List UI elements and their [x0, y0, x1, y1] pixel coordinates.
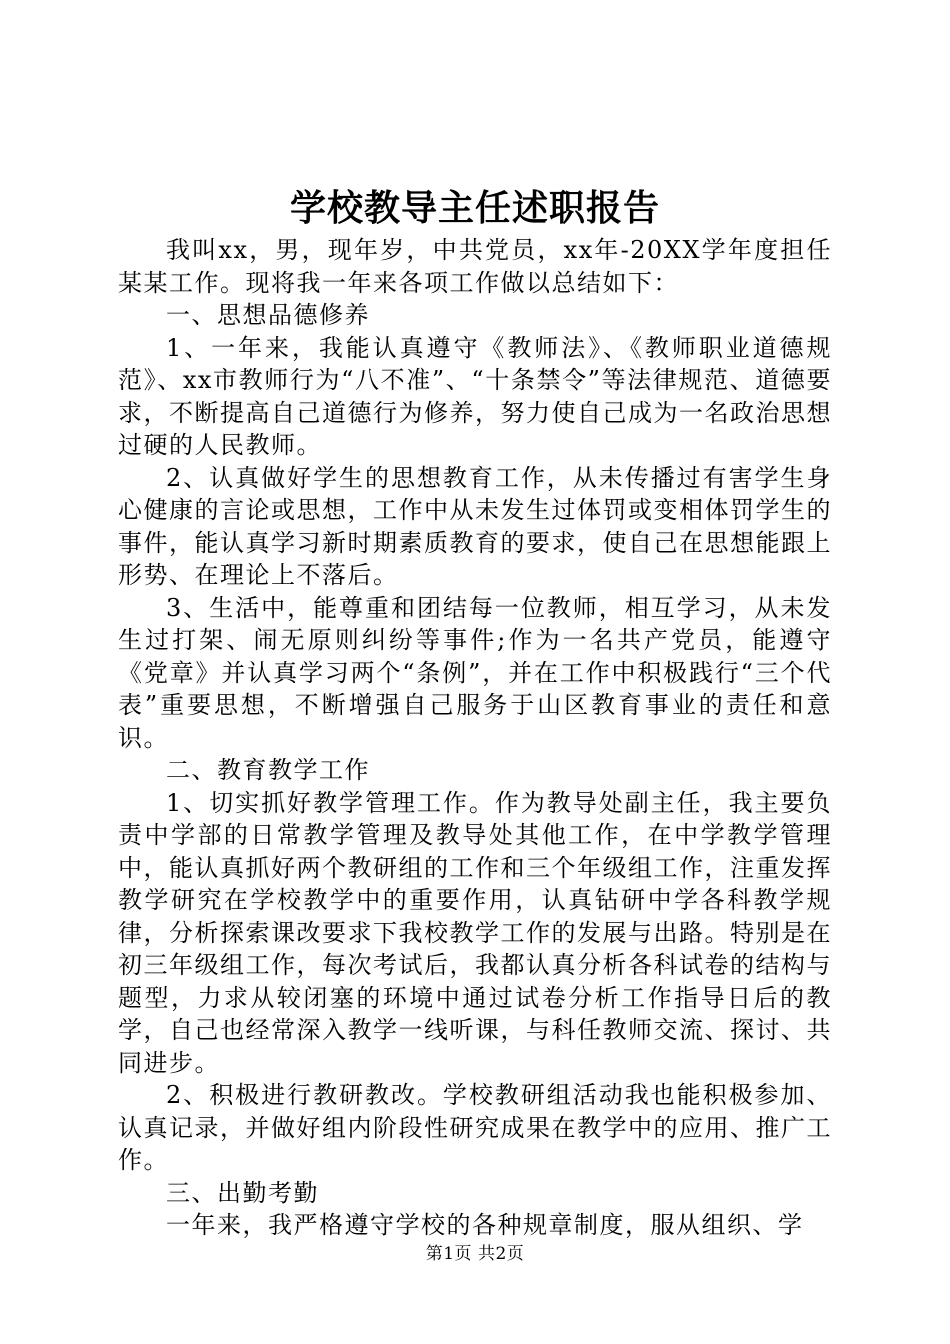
document-title: 学校教导主任述职报告 — [289, 187, 660, 229]
section-heading-2: 二、教育教学工作 — [166, 756, 370, 784]
section-heading-3: 三、出勤考勤 — [166, 1178, 319, 1207]
section3-paragraph-1: 一年来，我严格遵守学校的各种规章制度，服从组织、学 — [166, 1211, 804, 1239]
page-footer: 第1页 共2页 — [425, 1244, 525, 1264]
section1-paragraph-2: 2、认真做好学生的思想教育工作，从未传播过有害学生身心健康的言论或思想，工作中从未发生过体罚或变相体罚学生的事件，能认真学习新时期素质教育的要求，使自己在思想能跟上形势、在理论上不落后。 — [118, 463, 832, 589]
document-body — [118, 234, 832, 1242]
section1-paragraph-1: 1、一年来，我能认真遵守《教师法》、《教师职业道德规范》、xx市教师行为“八不准”、“十条禁令”等法律规范、道德要求，不断提高自己道德行为修养，努力使自己成为一名政治思想过硬的人民教师。 — [118, 333, 832, 459]
intro-paragraph: 我叫xx，男，现年岁，中共党员，xx年-20XX学年度担任某某工作。现将我一年来各项工作做以总结如下： — [118, 236, 832, 297]
section1-paragraph-3: 3、生活中，能尊重和团结每一位教师，相互学习，从未发生过打架、闹无原则纠纷等事件;作为一名共产党员，能遵守《党章》并认真学习两个“条例”，并在工作中积极践行“三个代表”重要思想，不断增强自己服务于山区教育事业的责任和意识。 — [118, 593, 832, 752]
section2-paragraph-2: 2、积极进行教研教改。学校教研组活动我也能积极参加、认真记录，并做好组内阶段性研究成果在教学中的应用、推广工作。 — [118, 1081, 832, 1174]
section2-paragraph-1: 1、切实抓好教学管理工作。作为教导处副主任，我主要负责中学部的日常教学管理及教导处其他工作，在中学教学管理中，能认真抓好两个教研组的工作和三个年级组工作，注重发挥教学研究在学校教学中的重要作用，认真钻研中学各科教学规律，分析探索课改要求下我校教学工作的发展与出路。特别是在初三年级组工作，每次考试后，我都认真分析各科试卷的结构与题型，力求从较闭塞的环境中通过试卷分析工作指导日后的教学，自己也经常深入教学一线听课，与科任教师交流、探讨、共同进步。 — [118, 788, 832, 1077]
section-heading-1: 一、思想品德修养 — [166, 301, 370, 329]
